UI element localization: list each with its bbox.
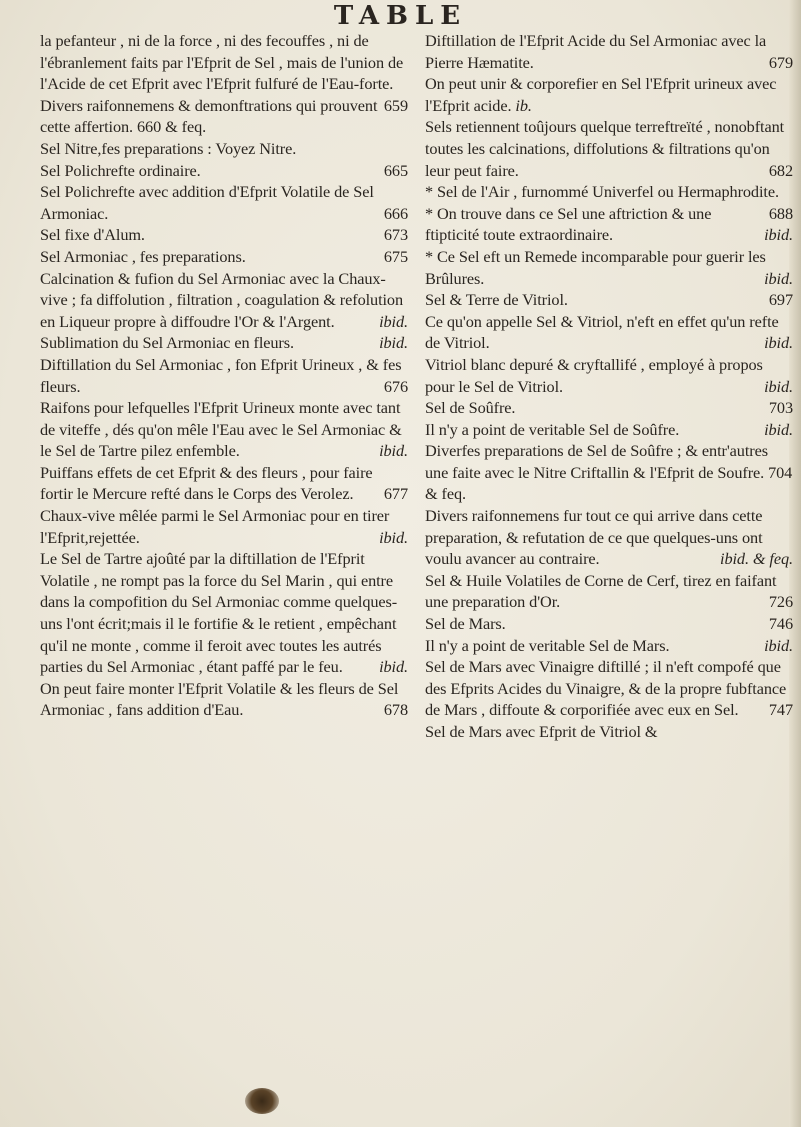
index-entry: Vitriol blanc depuré & cryftallifé , employé à propos pour le Sel de Vitriol. ibid.: [425, 354, 793, 396]
left-column: [40, 30, 408, 721]
index-entry: Sel de Mars avec Efprit de Vitriol &: [425, 722, 658, 741]
index-entry: Le Sel de Tartre ajoûté par la diftillation de l'Efprit Volatile , ne rompt pas la force du Sel Marin , qui entre dans la compofition du Sel Armoniac comme quelques-uns l'ont écrit;mais il le fortifie & le retient , empêchant qu'il ne monte , comme il feroit avec toutes les autrés parties du Sel Armoniac , étant paffé par le feu. ibid.: [40, 549, 408, 677]
index-entry: On peut unir & corporefier en Sel l'Efprit urineux avec l'Efprit acide. ib.: [425, 74, 777, 115]
index-entry: Sel & Terre de Vitriol. 697: [425, 290, 793, 310]
page-header: TABLE: [333, 1, 468, 31]
index-entry: Raifons pour lefquelles l'Efprit Urineux monte avec tant de viteffe , dés qu'on mêle l'Eau avec le Sel Armoniac & le Sel de Tartre pilez enfemble. ibid.: [40, 398, 408, 461]
index-entry: * On trouve dans ce Sel une aftriction & une ftipticité toute extraordinaire. ibid.: [425, 203, 793, 245]
index-entry: Il n'y a point de veritable Sel de Soûfre. ibid.: [425, 419, 793, 439]
index-entry: Divers raifonnemens fur tout ce qui arrive dans cette preparation, & refutation de ce que quelques-uns ont voulu avancer au contraire. ibid. & feq.: [425, 506, 793, 569]
index-entry: Ce qu'on appelle Sel & Vitriol, n'eft en effet qu'un refte de Vitriol. ibid.: [425, 311, 793, 353]
index-entry: On peut faire monter l'Efprit Volatile & les fleurs de Sel Armoniac , fans addition d'Eau. 678: [40, 678, 408, 720]
index-entry: Calcination & fufion du Sel Armoniac avec la Chaux-vive ; fa diffolution , filtration , coagulation & refolution en Liqueur propre à diffoudre l'Or & l'Argent. ibid.: [40, 268, 408, 331]
index-entry: * Ce Sel eft un Remede incomparable pour guerir les Brûlures. ibid.: [425, 246, 793, 288]
index-entry: Sel de Soûfre. 703: [425, 398, 793, 418]
index-entry: Sel & Huile Volatiles de Corne de Cerf, tirez en faifant une preparation d'Or. 726: [425, 570, 793, 612]
right-column: [425, 30, 793, 743]
index-entry: Sel Polichrefte avec addition d'Efprit Volatile de Sel Armoniac. 666: [40, 182, 408, 223]
index-entry: Chaux-vive mêlée parmi le Sel Armoniac pour en tirer l'Efprit,rejettée. ibid.: [40, 506, 408, 547]
index-entry: Sublimation du Sel Armoniac en fleurs. ibid.: [40, 333, 408, 353]
index-entry: Sel fixe d'Alum. 673: [40, 225, 408, 245]
index-entry: Diftillation de l'Efprit Acide du Sel Armoniac avec la Pierre Hæmatite. 679: [425, 31, 793, 72]
index-entry: Sel Armoniac , fes preparations. 675: [40, 246, 408, 266]
index-entry: Diverfes preparations de Sel de Soûfre ; & entr'autres une faite avec le Nitre Criftallin & l'Efprit de Soufre. 704 & feq.: [425, 441, 793, 504]
index-entry: Puiffans effets de cet Efprit & des fleurs , pour faire fortir le Mercure refté dans le Corps des Verolez. 677: [40, 462, 408, 504]
index-entry: * Sel de l'Air , furnommé Univerfel ou Hermaphrodite. 688: [425, 182, 793, 223]
index-entry: Divers raifonnemens & demonftrations qui prouvent cette affertion. 660 & feq.: [40, 95, 378, 137]
index-entry: Sels retiennent toûjours quelque terreftreïté , nonobftant toutes les calcinations, diffolutions & filtrations qu'on leur peut faire. 682: [425, 117, 793, 180]
index-entry: Sel Nitre,fes preparations : Voyez Nitre.: [40, 138, 297, 158]
index-entry: Diftillation du Sel Armoniac , fon Efprit Urineux , & fes fleurs. 676: [40, 354, 408, 396]
index-entry: Il n'y a point de veritable Sel de Mars. ibid.: [425, 635, 793, 655]
index-entry: Sel Polichrefte ordinaire. 665: [40, 160, 408, 180]
index-entry: Sel de Mars avec Vinaigre diftillé ; il n'eft compofé que des Efprits Acides du Vinaigre, & de la propre fubftance de Mars , diffoute & corporifiée avec eux en Sel. 747: [425, 657, 793, 720]
ink-stain: [245, 1088, 279, 1114]
index-entry: la pefanteur , ni de la force , ni des fecouffes , ni de l'ébranlement faits par l'Efprit de Sel , mais de l'union de l'Acide de cet Efprit avec l'Efprit fulfuré de l'Eau-forte. 659: [40, 31, 408, 115]
index-entry: Sel de Mars. 746: [425, 614, 793, 634]
